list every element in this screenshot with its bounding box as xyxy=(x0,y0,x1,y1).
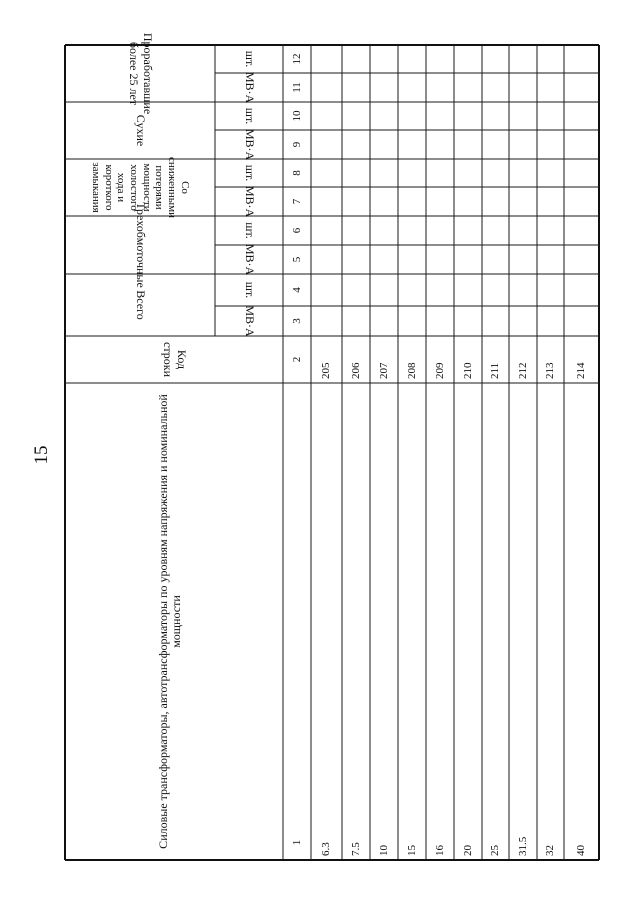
stub-column-header: Силовые трансформаторы, автотрансформаторы по уровням напряжения и номинальной мощности xyxy=(155,394,183,849)
column-number: 6 xyxy=(290,227,303,234)
group-header-three-winding: Трехобмоточные xyxy=(133,202,148,288)
column-number: 8 xyxy=(290,170,303,176)
row-code: 214 xyxy=(575,362,588,379)
column-number: 9 xyxy=(290,141,303,148)
row-label: 10 xyxy=(377,845,390,856)
row-code: 206 xyxy=(349,362,362,379)
unit-pcs: шт. xyxy=(242,107,257,125)
unit-mva: МВ·А xyxy=(242,128,257,161)
column-number: 1 xyxy=(290,839,303,846)
row-code: 213 xyxy=(544,362,557,379)
row-code: 209 xyxy=(433,362,446,379)
row-code: 205 xyxy=(320,362,333,379)
row-label: 40 xyxy=(575,845,588,856)
page-number: 15 xyxy=(31,445,52,465)
row-label: 16 xyxy=(433,845,446,856)
row-code: 211 xyxy=(489,362,502,379)
unit-pcs: шт. xyxy=(242,222,257,239)
column-number: 5 xyxy=(290,256,303,263)
unit-pcs: шт. xyxy=(242,281,257,299)
row-label: 25 xyxy=(489,845,502,856)
unit-mva: МВ·А xyxy=(242,243,257,276)
row-code: 207 xyxy=(377,362,390,379)
row-label: 7.5 xyxy=(349,842,362,856)
column-number: 12 xyxy=(290,53,303,65)
rotated-table xyxy=(65,32,599,860)
row-code: 210 xyxy=(461,362,474,379)
column-number: 11 xyxy=(290,82,303,93)
group-header-total: Всего xyxy=(133,290,148,320)
row-label: 15 xyxy=(405,845,418,856)
row-code: 212 xyxy=(516,362,529,379)
row-label: 32 xyxy=(544,845,557,856)
code-column-header: Код строки xyxy=(161,342,189,377)
column-number: 2 xyxy=(290,356,303,363)
row-label: 6.3 xyxy=(320,842,333,856)
unit-mva: МВ·А xyxy=(242,71,257,104)
group-header-reduced-losses: Со сниженными потерями мощности холостого хода и короткого замыкания xyxy=(90,157,191,219)
column-number: 4 xyxy=(290,287,303,293)
row-label: 20 xyxy=(461,845,474,856)
column-number: 7 xyxy=(290,198,303,205)
unit-pcs: шт. xyxy=(242,164,257,182)
unit-mva: МВ·А xyxy=(242,305,257,337)
row-label: 31.5 xyxy=(516,836,529,856)
column-number: 3 xyxy=(290,318,303,324)
row-code: 208 xyxy=(405,362,418,379)
column-number: 10 xyxy=(290,110,303,122)
group-header-dry: Сухие xyxy=(133,114,148,147)
group-header-over-25-years: Проработавшие более 25 лет xyxy=(127,32,155,115)
unit-pcs: шт. xyxy=(242,50,257,68)
unit-mva: МВ·А xyxy=(242,185,257,218)
